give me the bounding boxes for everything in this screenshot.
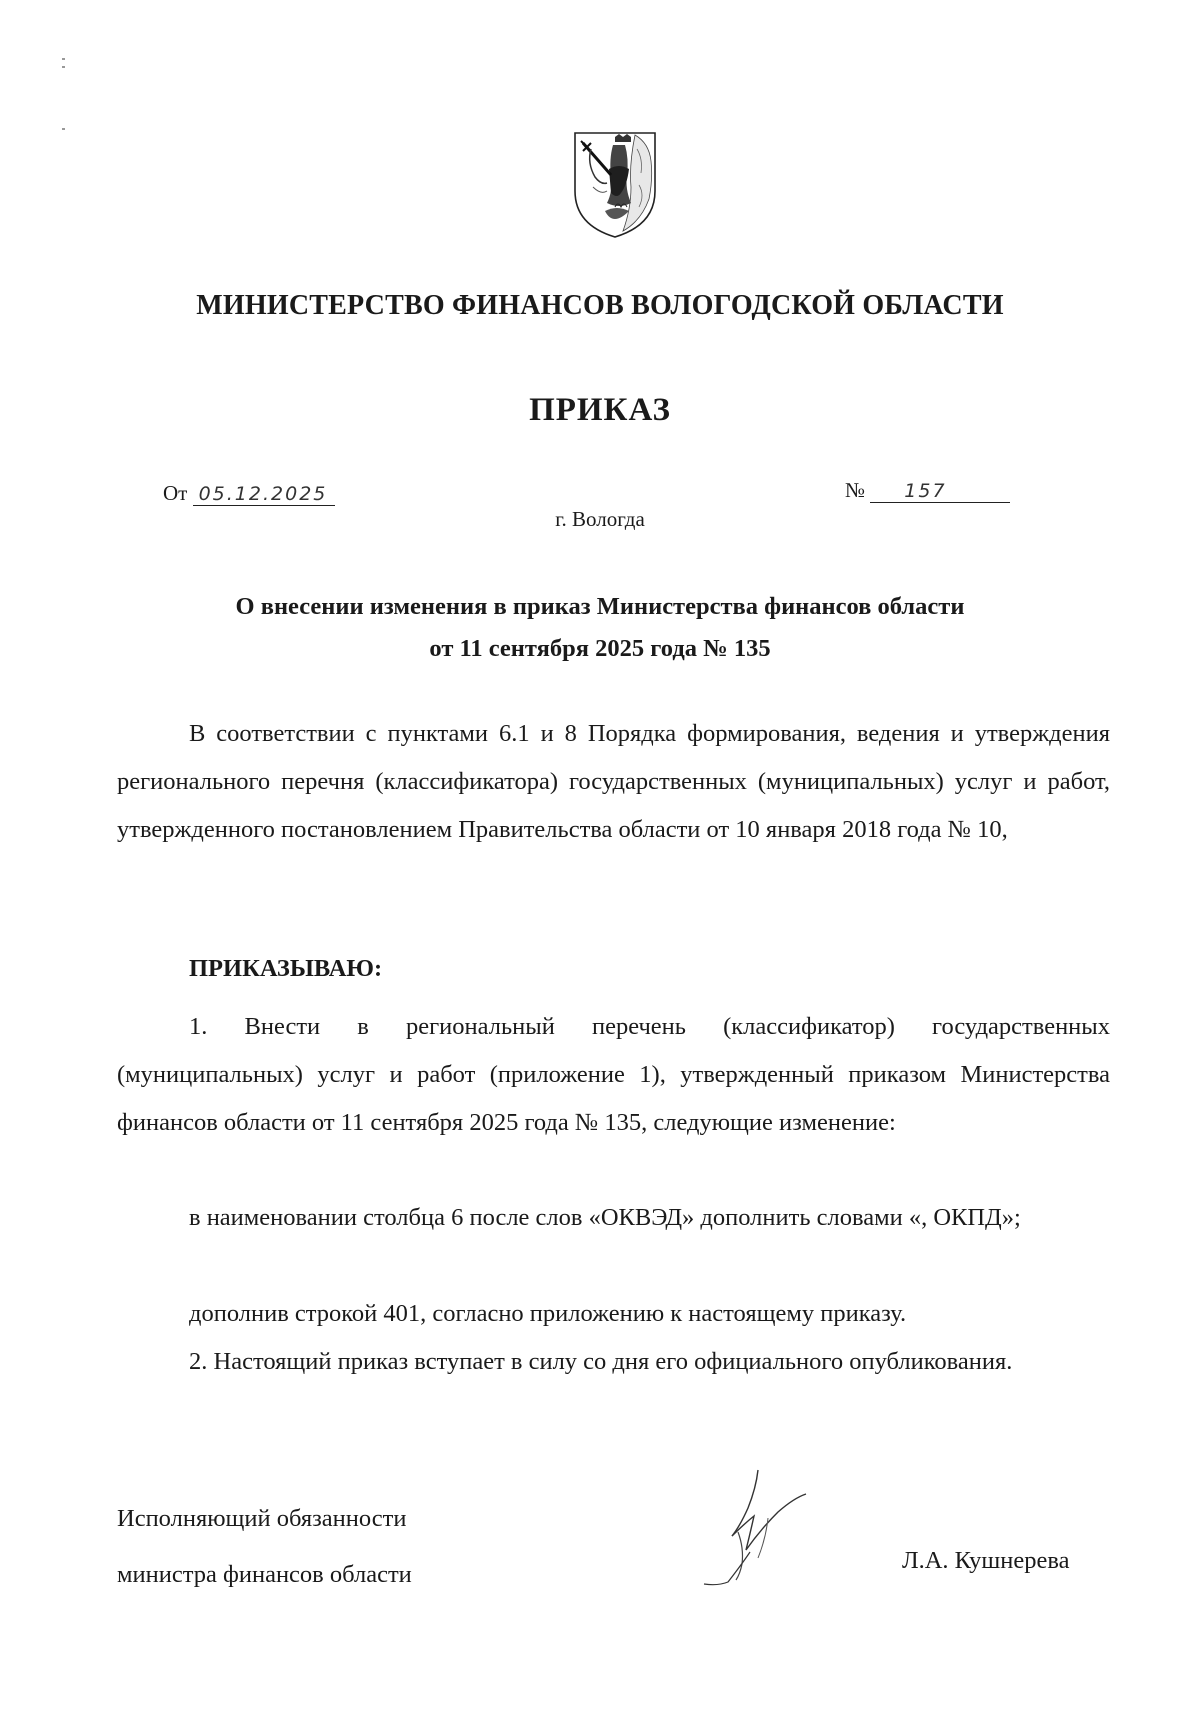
legal-basis-paragraph: В соответствии с пунктами 6.1 и 8 Порядка формирования, ведения и утверждения регионального перечня (классификатора) государственных (муниципальных) услуг и работ, утвержденного постановлением Правительства области от 10 января 2018 года № 10, [117, 720, 1110, 843]
scan-artifact [62, 66, 65, 68]
scan-artifact [62, 128, 65, 130]
change-2-paragraph: дополнив строкой 401, согласно приложению к настоящему приказу. [189, 1300, 907, 1327]
coat-of-arms-icon [571, 129, 659, 241]
scan-artifact [62, 58, 65, 60]
city-name: г. Вологда [555, 507, 645, 531]
handwritten-date: 05.12.2025 [193, 483, 336, 506]
order-directive-heading: ПРИКАЗЫВАЮ: [189, 955, 383, 982]
position-line-1: Исполняющий обязанности [117, 1505, 407, 1532]
item-1-paragraph: 1. Внести в региональный перечень (классификатор) государственных (муниципальных) услуг и работ (приложение 1), утвержденный приказом Министерства финансов области от 11 сентября 2025 года № 135, следующие изменение: [117, 1013, 1110, 1136]
document-type-title: ПРИКАЗ [529, 392, 671, 428]
ministry-name: МИНИСТЕРСТВО ФИНАНСОВ ВОЛОГОДСКОЙ ОБЛАСТИ [196, 290, 1004, 321]
number-prefix: № [845, 478, 866, 502]
date-prefix: От [163, 481, 188, 505]
position-line-2: министра финансов области [117, 1561, 412, 1588]
order-subject [0, 586, 1200, 670]
subject-line-1: О внесении изменения в приказ Министерства финансов области [235, 593, 965, 620]
order-number-line [845, 478, 1010, 503]
handwritten-signature-icon [698, 1468, 808, 1586]
item-2-paragraph: 2. Настоящий приказ вступает в силу со дня его официального опубликования. [189, 1348, 1013, 1375]
change-1-paragraph: в наименовании столбца 6 после слов «ОКВЭД» дополнить словами «, ОКПД»; [189, 1204, 1021, 1231]
handwritten-number: 157 [870, 480, 1010, 503]
signatory-name: Л.А. Кушнерева [902, 1547, 1070, 1574]
signatory-position [117, 1491, 412, 1603]
order-date-line [163, 481, 335, 506]
subject-line-2: от 11 сентября 2025 года № 135 [429, 635, 771, 662]
